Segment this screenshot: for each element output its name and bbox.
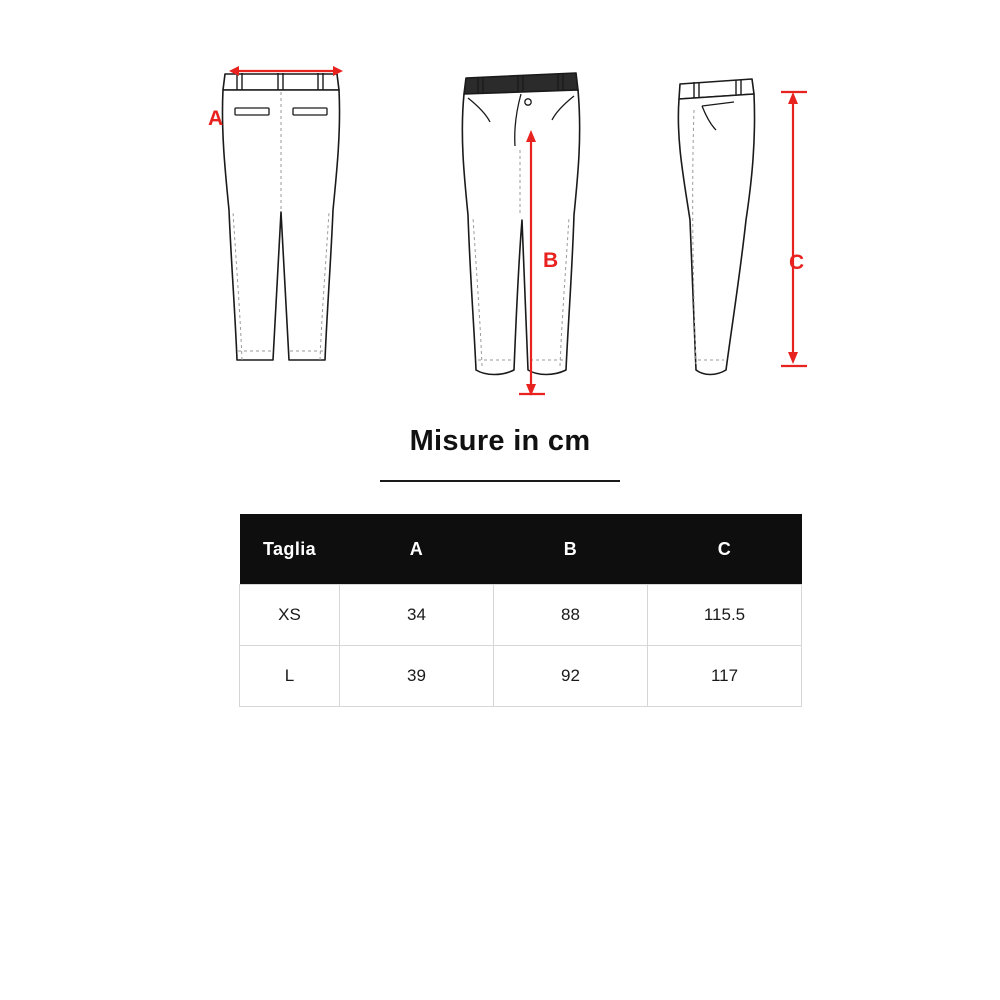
table-header-a: A: [340, 514, 494, 585]
table-cell-a: 39: [340, 646, 494, 707]
table-cell-b: 88: [494, 585, 648, 646]
measure-arrow-c: [765, 70, 825, 390]
page-title: Misure in cm: [409, 425, 591, 457]
table-cell-a: 34: [340, 585, 494, 646]
table-header-row: [240, 514, 802, 585]
trousers-front-view: [430, 60, 610, 405]
dimension-label-b: B: [543, 249, 559, 272]
trousers-side-view: [660, 60, 830, 405]
table-header-c: C: [648, 514, 802, 585]
measure-arrow-a: [185, 53, 375, 113]
table-row: [240, 585, 802, 646]
table-row: [240, 646, 802, 707]
table-cell-size: L: [240, 646, 340, 707]
table-cell-size: XS: [240, 585, 340, 646]
table-cell-b: 92: [494, 646, 648, 707]
table-header-taglia: Taglia: [240, 514, 340, 585]
size-table: [239, 514, 802, 707]
table-cell-c: 117: [648, 646, 802, 707]
title-block: [0, 425, 1000, 482]
size-chart-diagrams: [0, 60, 1000, 420]
title-divider: [380, 480, 620, 482]
table-cell-c: 115.5: [648, 585, 802, 646]
dimension-label-a: A: [208, 107, 224, 130]
dimension-label-c: C: [789, 251, 805, 274]
table-header-b: B: [494, 514, 648, 585]
